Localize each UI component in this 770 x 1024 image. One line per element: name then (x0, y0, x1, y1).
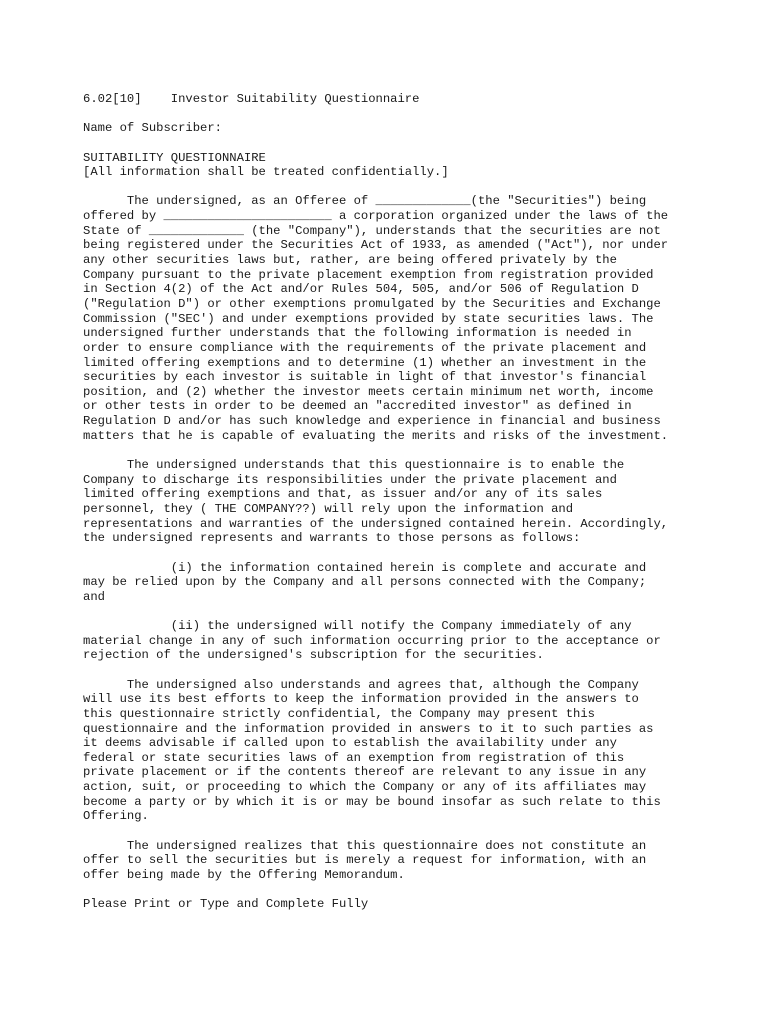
document-page (83, 92, 693, 912)
paragraph-line: being registered under the Securities Act of 1933, as amended ("Act"), nor under (83, 238, 669, 253)
third-paragraph (83, 678, 693, 824)
second-paragraph (83, 458, 693, 546)
paragraph-line: (ii) the undersigned will notify the Company immediately of any (83, 619, 632, 634)
paragraph-line: matters that he is capable of evaluating the merits and risks of the investment. (83, 428, 669, 443)
paragraph-line: it deems advisable if called upon to establish the availability under any (83, 736, 617, 751)
paragraph-line: ("Regulation D") or other exemptions promulgated by the Securities and Exchange (83, 296, 661, 311)
spacer (83, 107, 693, 122)
paragraph-line: Company to discharge its responsibilities under the private placement and (83, 472, 617, 487)
paragraph-line: material change in any of such information occurring prior to the acceptance or (83, 633, 661, 648)
fourth-paragraph (83, 839, 693, 883)
paragraph-line: in Section 4(2) of the Act and/or Rules 504, 505, and/or 506 of Regulation D (83, 282, 639, 297)
paragraph-line: rejection of the undersigned's subscription for the securities. (83, 648, 544, 663)
spacer (83, 663, 693, 678)
paragraph-line: offer being made by the Offering Memorandum. (83, 867, 405, 882)
paragraph-line: action, suit, or proceeding to which the Company or any of its affiliates may (83, 780, 647, 795)
paragraph-line: representations and warranties of the undersigned contained herein. Accordingly, (83, 516, 669, 531)
paragraph-line: The undersigned realizes that this questionnaire does not constitute an (83, 838, 647, 853)
paragraph-line: private placement or if the contents thereof are relevant to any issue in any (83, 765, 647, 780)
paragraph-line: offered by _______________________ a corporation organized under the laws of the (83, 209, 669, 224)
spacer (83, 443, 693, 458)
paragraph-line: any other securities laws but, rather, are being offered privately by the (83, 253, 617, 268)
paragraph-line: personnel, they ( THE COMPANY??) will rely upon the information and (83, 501, 574, 516)
spacer (83, 883, 693, 898)
intro-paragraph (83, 194, 693, 443)
paragraph-line: order to ensure compliance with the requirements of the private placement and (83, 340, 647, 355)
paragraph-line: federal or state securities laws of an exemption from registration of this (83, 750, 625, 765)
paragraph-line: questionnaire and the information provided in answers to it to such parties as (83, 721, 654, 736)
representation-item-ii (83, 619, 693, 663)
paragraph-line: The undersigned, as an Offeree of _____________(the "Securities") being (83, 194, 647, 209)
paragraph-line: Commission ("SEC') and under exemptions provided by state securities laws. The (83, 311, 654, 326)
paragraph-line: limited offering exemptions and that, as issuer and/or any of its sales (83, 487, 603, 502)
closing-instruction: Please Print or Type and Complete Fully (83, 897, 369, 912)
paragraph-line: The undersigned understands that this questionnaire is to enable the (83, 458, 625, 473)
paragraph-line: become a party or by which it is or may be bound insofar as such relate to this (83, 794, 661, 809)
paragraph-line: the undersigned represents and warrants to those persons as follows: (83, 531, 581, 546)
paragraph-line: Regulation D and/or has such knowledge and experience in financial and business (83, 414, 661, 429)
spacer (83, 824, 693, 839)
confidential-note: [All information shall be treated confidentially.] (83, 165, 449, 180)
spacer (83, 604, 693, 619)
spacer (83, 180, 693, 195)
spacer (83, 136, 693, 151)
paragraph-line: this questionnaire strictly confidential, the Company may present this (83, 706, 595, 721)
paragraph-line: State of _____________ (the "Company"), understands that the securities are not (83, 223, 661, 238)
paragraph-line: (i) the information contained herein is complete and accurate and (83, 560, 647, 575)
subscriber-label: Name of Subscriber: (83, 121, 222, 136)
paragraph-line: Company pursuant to the private placement exemption from registration provided (83, 267, 654, 282)
paragraph-line: position, and (2) whether the investor meets certain minimum net worth, income (83, 384, 654, 399)
paragraph-line: undersigned further understands that the following information is needed in (83, 326, 632, 341)
paragraph-line: or other tests in order to be deemed an "accredited investor" as defined in (83, 399, 632, 414)
representation-item-i (83, 561, 693, 605)
paragraph-line: offer to sell the securities but is merely a request for information, with an (83, 853, 647, 868)
paragraph-line: and (83, 589, 105, 604)
spacer (83, 546, 693, 561)
paragraph-line: The undersigned also understands and agrees that, although the Company (83, 677, 639, 692)
questionnaire-title: SUITABILITY QUESTIONNAIRE (83, 150, 266, 165)
paragraph-line: limited offering exemptions and to determine (1) whether an investment in the (83, 355, 647, 370)
paragraph-line: Offering. (83, 809, 149, 824)
paragraph-line: will use its best efforts to keep the information provided in the answers to (83, 692, 639, 707)
paragraph-line: securities by each investor is suitable in light of that investor's financial (83, 370, 647, 385)
paragraph-line: may be relied upon by the Company and all persons connected with the Company; (83, 575, 647, 590)
section-heading: 6.02[10] Investor Suitability Questionnaire (83, 92, 420, 106)
